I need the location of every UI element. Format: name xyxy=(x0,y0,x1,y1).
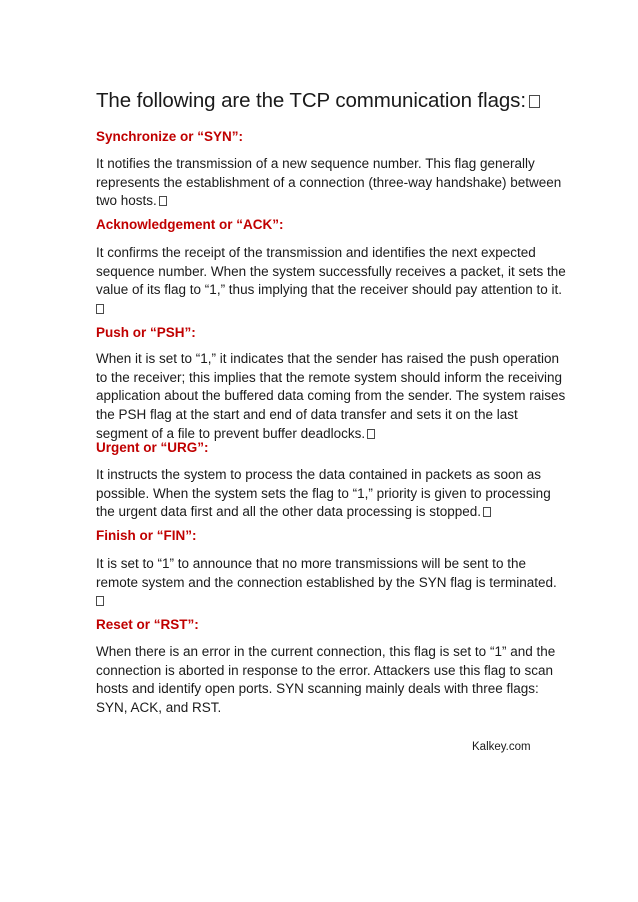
body-line: It confirms the receipt of the transmission and identifies the next expected xyxy=(96,245,536,260)
missing-glyph-icon xyxy=(529,95,540,108)
body-line xyxy=(96,300,542,319)
page-title xyxy=(96,89,566,113)
body-line: remote system and the connection established by the SYN flag is terminated. xyxy=(96,574,557,590)
section-heading-urg: Urgent or “URG”: xyxy=(96,440,209,455)
missing-glyph-icon xyxy=(483,507,491,517)
missing-glyph-icon xyxy=(367,429,375,439)
body-line xyxy=(96,592,542,611)
missing-glyph-icon xyxy=(96,304,104,314)
body-line: hosts and identify open ports. SYN scanning mainly deals with three flags: xyxy=(96,681,539,697)
section-heading-fin: Finish or “FIN”: xyxy=(96,528,197,543)
footer-source: Kalkey.com xyxy=(472,741,531,753)
body-line: application about the buffered data coming from the sender. The system raises xyxy=(96,388,566,404)
section-heading-syn: Synchronize or “SYN”: xyxy=(96,129,244,144)
section-body-psh xyxy=(96,350,566,444)
body-line: connection is aborted in response to the error. Attackers use this flag to scan xyxy=(96,662,554,678)
section-body-urg xyxy=(96,466,551,522)
body-line: represents the establishment of a connection (three-way handshake) between xyxy=(96,174,562,190)
section-body-syn xyxy=(96,155,562,211)
section-heading-psh: Push or “PSH”: xyxy=(96,325,196,340)
body-line: the PSH flag at the start and end of data transfer and sets it on the last xyxy=(96,407,518,423)
body-line: It instructs the system to process the data contained in packets as soon as xyxy=(96,467,541,482)
body-line: the urgent data first and all the other data processing is stopped. xyxy=(96,503,542,522)
section-body-rst xyxy=(96,643,556,718)
section-heading-ack: Acknowledgement or “ACK”: xyxy=(96,217,284,232)
body-line: It is set to “1” to announce that no more transmissions will be sent to the xyxy=(96,556,526,571)
body-line: When there is an error in the current connection, this flag is set to “1” and the xyxy=(96,644,556,659)
body-line: value of its flag to “1,” thus implying that the receiver should pay attention to it. xyxy=(96,282,563,298)
body-line: two hosts. xyxy=(96,192,542,211)
body-line: possible. When the system sets the flag to “1,” priority is given to processing xyxy=(96,485,551,501)
body-line: It notifies the transmission of a new sequence number. This flag generally xyxy=(96,156,535,171)
section-heading-rst: Reset or “RST”: xyxy=(96,617,199,632)
body-line: SYN, ACK, and RST. xyxy=(96,700,222,716)
missing-glyph-icon xyxy=(96,596,104,606)
body-line: segment of a file to prevent buffer deadlocks. xyxy=(96,425,542,444)
body-line: sequence number. When the system successfully receives a packet, it sets the xyxy=(96,263,566,279)
section-body-ack xyxy=(96,244,566,319)
body-line: When it is set to “1,” it indicates that the sender has raised the push operation xyxy=(96,351,560,366)
section-body-fin xyxy=(96,555,557,611)
missing-glyph-icon xyxy=(159,196,167,206)
body-line: to the receiver; this implies that the remote system should inform the receiving xyxy=(96,369,562,385)
title-text: The following are the TCP communication flags: xyxy=(96,89,526,112)
